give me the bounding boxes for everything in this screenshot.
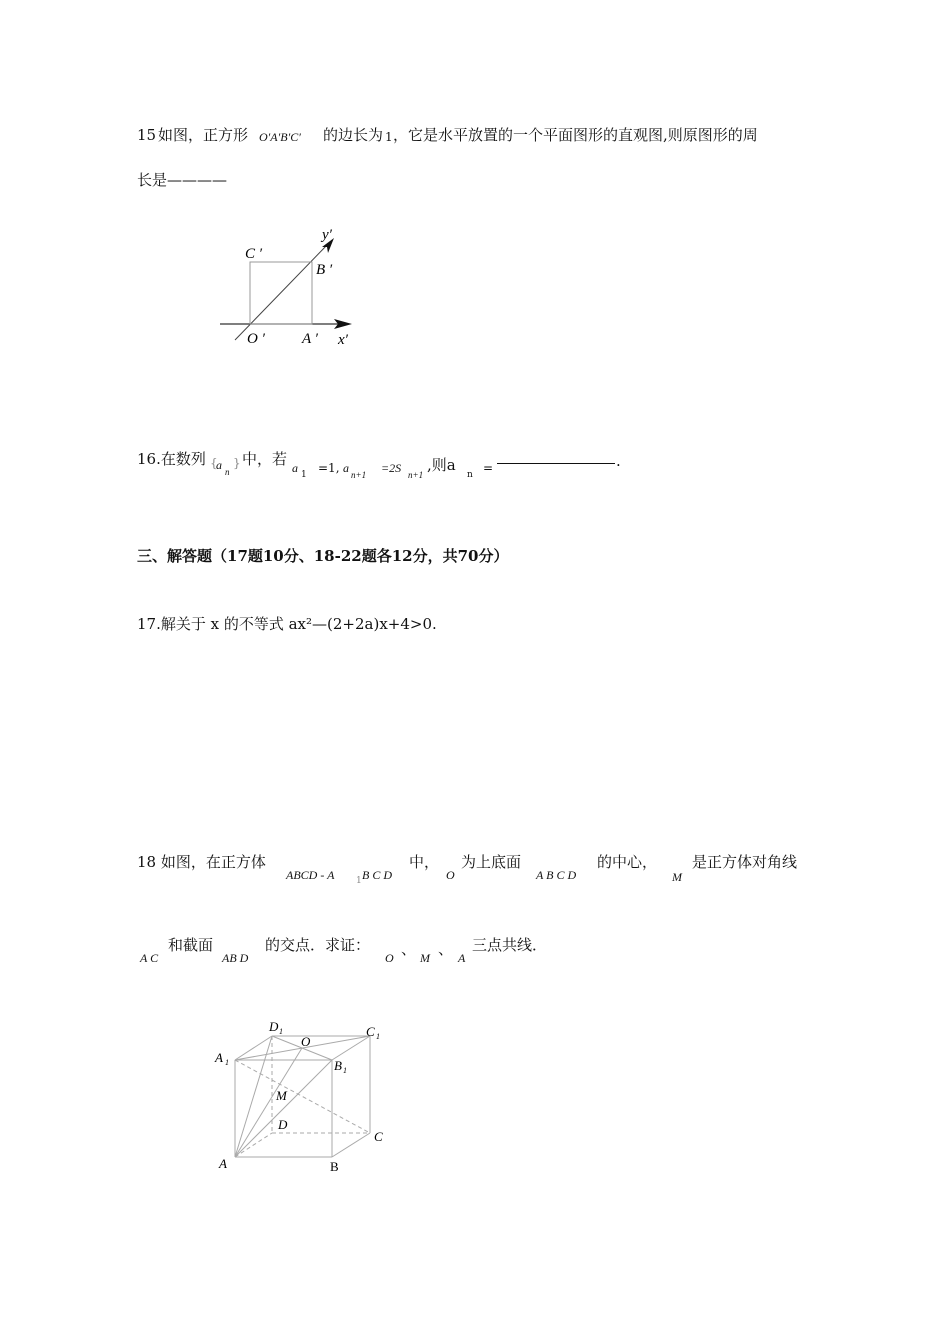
label-o: O (301, 1034, 311, 1049)
q18-text7: 的交点．求证： (265, 936, 371, 954)
q18-diag: A C (140, 951, 159, 965)
label-a1: A (215, 1050, 223, 1065)
label-a: A ′ (302, 331, 318, 347)
q15-text2: 的边长为 (323, 126, 384, 144)
q18-text3: 为上底面 (461, 853, 522, 871)
q15-text3: ，它是水平放置的一个平面图形的直观图,则原图形的周 (393, 126, 758, 144)
q15-text1: 如图，正方形 (158, 126, 249, 144)
q18-point-o: O (385, 951, 394, 965)
edge-b-c (332, 1133, 370, 1157)
label-b1: B (334, 1058, 342, 1073)
q16-a1-sub: 1 (301, 470, 307, 480)
q15-number: 15 (137, 126, 157, 144)
label-x-axis: x′ (338, 332, 348, 348)
q16-brace-right: } (233, 456, 241, 470)
q15-side-length: 1 (385, 130, 393, 144)
q18-m: M (672, 870, 682, 884)
q18-text5: 是正方体对角线 (692, 853, 798, 871)
label-b: B (330, 1159, 339, 1174)
label-c: C ′ (245, 246, 263, 262)
label-c1-sub: 1 (376, 1032, 380, 1041)
q16-answer-blank (497, 463, 615, 464)
q18-point-a: A (458, 951, 466, 965)
label-m: M (276, 1088, 287, 1103)
label-a: A (219, 1156, 227, 1171)
q18-sep1: 、 (401, 940, 417, 958)
q16-seq: a (216, 458, 222, 472)
q18-face: A B C D (536, 868, 577, 882)
label-d1-sub: 1 (279, 1027, 283, 1036)
q18-cube-sub1: 1 (356, 876, 362, 886)
q16-text3: ,则a (427, 456, 456, 474)
q15-square-name: O′A′B′C′ (259, 130, 301, 144)
q18-o: O (446, 868, 455, 882)
q16-an1: a (343, 461, 349, 475)
q16-a1: a (292, 461, 298, 475)
label-c: C (374, 1129, 383, 1144)
label-y-axis: y′ (322, 227, 332, 243)
q15-text4: 长是———— (137, 171, 228, 189)
q15-figure (210, 218, 390, 358)
label-d1: D (269, 1019, 279, 1034)
label-a1-sub: 1 (225, 1058, 229, 1067)
q16-eq2: =2S (381, 461, 402, 475)
q16-text1: 16.在数列 (137, 450, 206, 468)
q18-text2: 中， (409, 853, 440, 871)
q16-text2: 中，若 (242, 450, 288, 468)
label-c1: C (366, 1024, 375, 1039)
q16-tail: . (616, 452, 621, 470)
q16-s-sub: n+1 (408, 470, 424, 480)
q18-text6: 和截面 (168, 936, 214, 954)
q18-point-m: M (420, 951, 430, 965)
line-a-o (235, 1048, 302, 1157)
q18-text1: 18 如图，在正方体 (137, 853, 266, 871)
label-d: D (278, 1117, 288, 1132)
hidden-edge-a-d (235, 1133, 272, 1157)
q18-text4: 的中心， (597, 853, 658, 871)
q17-text: 17.解关于 x 的不等式 ax²—(2+2a)x+4>0. (137, 615, 437, 633)
section3-heading: 三、解答题（17题10分、18-22题各12分，共70分） (137, 547, 509, 565)
q18-cube-figure (205, 1018, 405, 1188)
label-b: B ′ (316, 262, 333, 278)
q16-seq-sub: n (225, 467, 230, 477)
q18-text8: 三点共线． (472, 936, 548, 954)
q18-section: AB D (222, 951, 249, 965)
q18-cube-rest: B C D (362, 868, 392, 882)
q16-eq1: =1, (318, 461, 340, 475)
label-b1-sub: 1 (343, 1066, 347, 1075)
q16-eq3: = (483, 461, 494, 475)
hidden-diag-a1-c (235, 1060, 370, 1133)
q16-an1-sub: n+1 (351, 470, 367, 480)
q16-brace-left: { (210, 456, 218, 470)
q18-cube-a: ABCD - A (286, 868, 335, 882)
q16-an-sub: n (467, 470, 473, 480)
q18-sep2: 、 (438, 940, 454, 958)
label-o: O ′ (247, 331, 265, 347)
